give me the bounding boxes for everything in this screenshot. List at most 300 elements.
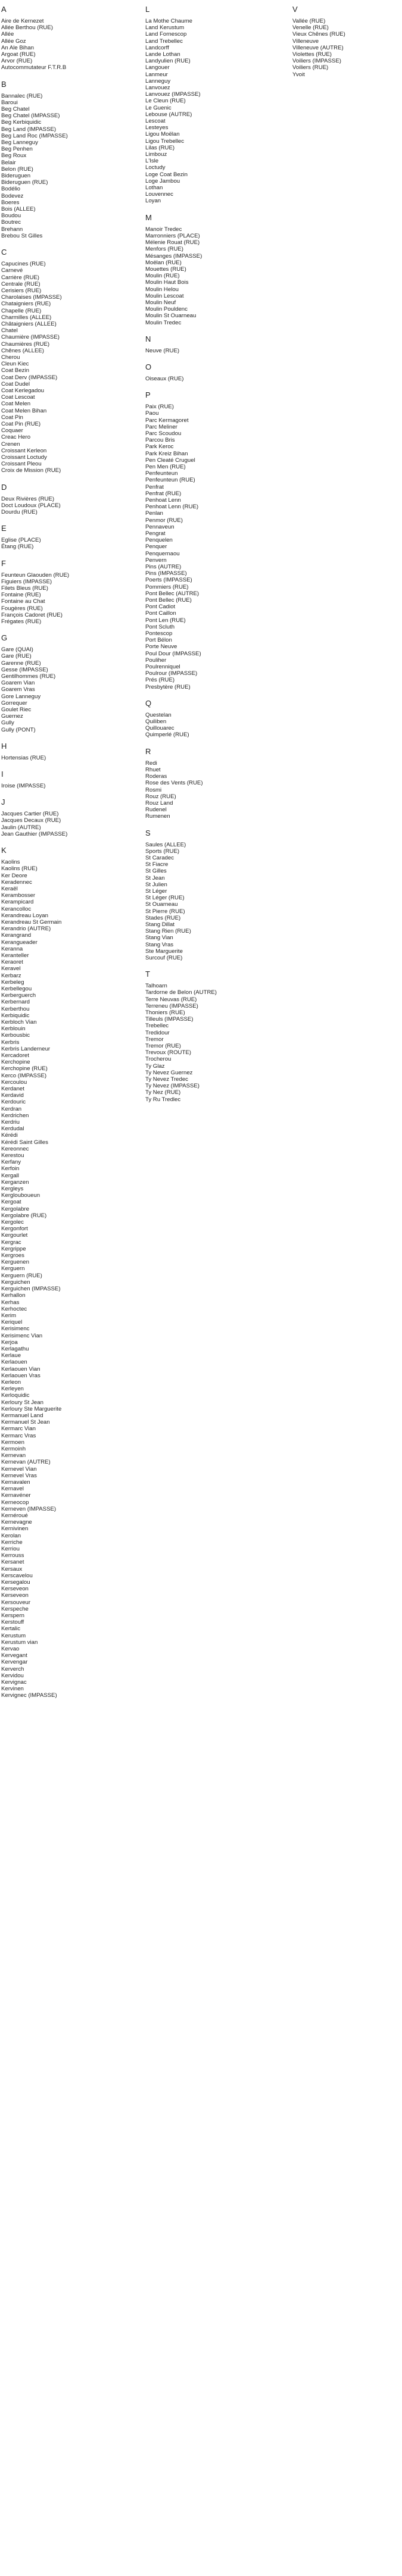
street-entry: Gesse (IMPASSE) [1,666,48,673]
street-entry: Aire de Kernezet [1,18,44,24]
street-entry: Kerbernard [1,999,30,1006]
street-entry: St Pierre (RUE) [145,908,185,915]
street-entry: Saules (ALLEE) [145,841,186,848]
street-entry: Presbytère (RUE) [145,683,191,690]
street-entry: Kerriche [1,1539,23,1546]
street-entry: Kerseveon [1,1592,29,1599]
section-letter-heading: T [145,970,150,979]
street-entry: Coat Dudel [1,380,30,387]
street-entry: Kerim [1,1312,17,1319]
street-entry: Kerglouboueun [1,1192,40,1199]
street-entry: Poulrour (IMPASSE) [145,670,198,677]
street-entry: Coat Pin [1,414,23,421]
street-entry: Kergolec [1,1219,24,1226]
street-entry: Fontaine (RUE) [1,592,41,599]
street-entry: Loge Jambou [145,177,180,185]
letter-section-p [145,390,273,690]
street-entry: Keradennec [1,879,32,886]
street-entry: Landyulien (RUE) [145,58,191,65]
letter-section-j [1,798,129,837]
street-entry: Kerleon [1,1378,21,1386]
street-entry: Rumenen [145,813,170,820]
street-entry: Voiliers (IMPASSE) [292,58,341,65]
street-entry: Ste Marguerite [145,948,183,955]
street-entry: Allée [1,31,14,38]
street-entry: Kercadoret [1,1052,29,1059]
street-entry: Prés (RUE) [145,677,175,684]
street-entry: Kerlaue [1,1352,21,1359]
street-entry: Kergourlet [1,1232,28,1239]
street-entry: Gully [1,720,14,727]
street-entry: Kerstouff [1,1619,24,1626]
street-entry: Ker Deore [1,872,27,879]
street-entry: Questelan [145,711,172,718]
section-letter-heading: Q [145,698,152,708]
section-letter-heading: N [145,334,151,343]
street-entry: Quillouarec [145,725,174,732]
street-entry: Lanvouez [145,85,170,92]
street-entry: Penquelen [145,537,173,544]
street-entry: Frégates (RUE) [1,618,42,626]
street-entry: Kerdriu [1,1119,20,1126]
street-entry: Ty Nevez (IMPASSE) [145,1083,200,1090]
street-entry: Kerguichen [1,1278,30,1286]
street-entry: Kersegalou [1,1579,30,1586]
street-entry: Cerisiers (RUE) [1,287,42,294]
street-entry: Rouz (RUE) [145,793,176,800]
street-entry: Rose des Vents (RUE) [145,780,203,787]
street-entry: Louvennec [145,191,173,198]
street-entry: Gore Lanneguy [1,693,41,700]
street-entry: Violettes (RUE) [292,51,332,58]
street-entry: Chatel [1,327,18,334]
street-entry: Eglise (PLACE) [1,537,41,544]
street-entry: Tremor [145,1036,164,1043]
street-entry: Brebou St Gilles [1,232,43,239]
section-letter-heading: R [145,746,151,756]
street-entry: Port Bélon [145,637,172,644]
section-letter-heading: K [1,846,7,855]
street-entry: Vieux Chênes (RUE) [292,31,345,38]
street-entry: Tilleuls (IMPASSE) [145,1016,194,1023]
street-entry: Arvor (RUE) [1,58,33,65]
street-entry: Moulin Haut Bois [145,279,189,286]
street-entry: Kaolins [1,859,20,866]
letter-section-o [145,362,273,382]
street-entry: Ty Nez (RUE) [145,1089,181,1096]
street-entry: Kernevan (AUTRE) [1,1459,51,1466]
street-entry: Feunteun Glaouden (RUE) [1,571,70,579]
street-entry: Kermanuel St Jean [1,1419,50,1426]
street-entry: Cleun Kiec [1,361,29,368]
letter-section-v [292,5,402,78]
street-entry: Kerloury St Jean [1,1399,43,1406]
street-entry: Poulrenniquel [145,664,180,671]
street-entry: Penhoat Lenn [145,496,181,504]
street-entry: Kervinen [1,1686,24,1693]
street-entry: Kervidou [1,1672,24,1679]
street-entry: Quiliben [145,718,167,726]
street-entry: Kerolan [1,1532,21,1539]
street-entry: Kerbris [1,1039,20,1046]
street-entry: Penmor (RUE) [145,517,183,524]
street-entry: Coat Melen Bihan [1,407,47,414]
street-entry: Lilas (RUE) [145,144,175,151]
street-entry: Beg Chatel [1,106,30,113]
street-entry: Marronniers (PLACE) [145,232,200,239]
street-entry: Kerdavid [1,1092,24,1099]
street-entry: Allée Goz [1,37,26,45]
street-entry: Kergolabre [1,1205,29,1212]
street-entry: Fougères (RUE) [1,605,43,612]
street-entry: Trevoux (ROUTE) [145,1049,191,1056]
street-entry: Pontescop [145,630,173,637]
street-entry: Kerspeche [1,1605,29,1612]
street-entry: Ligou Moëlan [145,131,180,138]
street-entry: Kerangueader [1,939,38,946]
street-entry: Kerrouss [1,1552,24,1559]
street-entry: Parc Meliner [145,423,177,430]
street-entry: Keranna [1,945,23,952]
street-entry: Langouer [145,64,170,71]
street-entry: Chapelle (RUE) [1,307,42,314]
street-entry: Kerestou [1,1152,24,1159]
street-entry: Croix de Mission (RUE) [1,467,61,474]
street-entry: Mésanges (IMPASSE) [145,252,202,260]
street-entry: Kernavéner [1,1492,31,1499]
street-entry: Argoat (RUE) [1,51,36,58]
street-entry: Charmilles (ALLEE) [1,314,52,321]
street-entry: Coquaer [1,427,23,434]
section-letter-heading: D [1,482,7,492]
street-entry: Gare (RUE) [1,653,32,660]
letter-section-g [1,633,129,733]
street-entry: Kerbarz [1,972,21,979]
street-entry: Kaolins (RUE) [1,865,38,873]
street-entry: Kerbiquidic [1,1012,30,1019]
street-entry: Le Cleun (RUE) [145,98,186,105]
street-entry: Park Kreiz Bihan [145,450,188,457]
street-entry: Gorrequer [1,699,27,706]
letter-section-m [145,213,273,326]
street-entry: Terreneu (IMPASSE) [145,1002,198,1009]
street-entry: Quimperlé (RUE) [145,731,189,739]
street-entry: Surcouf (RUE) [145,954,183,961]
street-entry: Kervegant [1,1652,27,1659]
street-entry: Kervignac [1,1679,27,1686]
street-entry: Kermarc Vras [1,1432,36,1439]
street-entry: Kermoinh [1,1445,26,1452]
street-entry: Penfrat [145,483,164,490]
street-entry: Pengrat [145,530,166,537]
letter-section-r [145,747,273,820]
street-entry: Coat Lescoat [1,394,35,401]
street-entry: Kerseveon [1,1586,29,1593]
street-entry: Bideruguen [1,173,31,180]
street-entry: St Julien [145,881,167,888]
section-letter-heading: O [145,362,152,371]
street-entry: Kerguichen (IMPASSE) [1,1286,61,1293]
street-entry: Kérédi [1,1132,18,1139]
street-entry: Moulin Neuf [145,299,176,306]
street-entry: Kerneocop [1,1499,29,1506]
street-entry: Kerguern (RUE) [1,1272,42,1279]
street-entry: François Cadoret (RUE) [1,611,63,618]
street-entry: Kerriou [1,1546,20,1553]
street-entry: Cherou [1,354,20,361]
street-entry: Loctudy [145,164,166,171]
street-entry: Land Trebellec [145,37,183,45]
street-entry: Doct Loudoux (PLACE) [1,502,61,509]
index-column-2 [145,5,273,1111]
section-letter-heading: I [1,770,4,779]
section-letter-heading: H [1,741,7,751]
section-letter-heading: F [1,558,6,568]
street-entry: Kerdran [1,1105,22,1112]
street-entry: Lande Lothan [145,51,180,58]
index-column-3 [292,5,402,86]
letter-section-c [1,248,129,474]
street-entry: St Fiacre [145,861,169,868]
street-entry: Lebouse (AUTRE) [145,111,192,118]
street-entry: Voiliers (RUE) [292,64,329,71]
section-letter-heading: C [1,248,7,257]
street-entry: Stang Dillat [145,921,175,928]
street-entry: Kerleyen [1,1386,24,1393]
street-entry: Gentilhommes (RUE) [1,673,56,680]
street-entry: Goulet Riec [1,706,32,714]
street-entry: Kerdanet [1,1086,24,1092]
street-entry: Vallée (RUE) [292,18,326,24]
street-entry: Kergoat [1,1199,21,1206]
street-entry: Loge Coat Bezin [145,171,188,178]
street-entry: Beg Roux [1,152,27,160]
street-entry: St Léger [145,887,167,895]
street-entry: Keranteller [1,952,29,959]
street-entry: Penquer [145,543,167,551]
street-entry: Lanneguy [145,77,171,85]
street-entry: Moulin Tredec [145,319,182,326]
street-entry: Rouz Land [145,799,173,806]
street-entry: Kerlaouen Vras [1,1372,40,1379]
street-entry: Paix (RUE) [145,404,174,411]
street-entry: Jaulin (AUTRE) [1,824,41,831]
street-entry: St Gilles [145,868,167,875]
street-entry: Coat Derv (IMPASSE) [1,374,58,381]
street-entry: Tremor (RUE) [145,1043,181,1049]
street-entry: Lothan [145,185,163,192]
street-entry: Rhuet [145,766,161,773]
street-entry: Beg Land Roc (IMPASSE) [1,132,68,139]
street-entry: Kernevel Vras [1,1472,37,1479]
street-entry: Jacques Decaux (RUE) [1,817,61,824]
street-entry: Kernivinen [1,1525,29,1533]
street-entry: Kervao [1,1646,20,1653]
section-letter-heading: B [1,79,7,89]
street-entry: Penfeunteun (RUE) [145,477,195,484]
street-entry: Trocherou [145,1056,172,1063]
letter-section-i [1,770,129,789]
street-entry: Croissant Loctudy [1,454,47,461]
street-entry: Kerancolloc [1,905,32,912]
street-entry: Coat Kerlegadou [1,387,45,394]
street-entry: Kerfoin [1,1165,20,1173]
street-entry: Talhoarn [145,983,167,990]
street-entry: Belon (RUE) [1,165,33,173]
street-entry: Kerbousbic [1,1032,30,1039]
street-entry: Land Kerustum [145,24,185,32]
street-entry: Garenne (RUE) [1,659,41,667]
street-entry: Baroui [1,99,18,106]
street-entry: Kérédi Saint Gilles [1,1139,48,1146]
street-entry: Kerloquidic [1,1392,30,1399]
street-entry: Kerlagathu [1,1345,29,1352]
street-entry: Bois (ALLEE) [1,206,36,213]
letter-section-b [1,80,129,239]
street-entry: Kerverch [1,1665,24,1672]
street-entry: Chataigniers (RUE) [1,301,51,308]
street-entry: Chênes (ALLEE) [1,347,44,354]
street-entry: Moulin Pouldenc [145,306,188,313]
street-entry: Pins (IMPASSE) [145,570,187,577]
street-entry: Charolaises (IMPASSE) [1,294,62,301]
street-entry: Kerampicard [1,899,34,906]
street-entry: Hortensias (RUE) [1,754,46,761]
street-entry: Lanmeur [145,71,168,78]
street-entry: La Mothe Chaume [145,18,192,24]
letter-section-l [145,5,273,205]
street-entry: Boutrec [1,219,21,226]
street-entry: Capucines (RUE) [1,261,46,268]
street-entry: St Léger (RUE) [145,895,185,902]
letter-section-a [1,5,129,71]
street-entry: Boeres [1,199,20,206]
street-entry: St Jean [145,874,165,881]
street-entry: Kerandrio (AUTRE) [1,926,51,933]
street-entry: Penlan [145,510,163,517]
street-entry: Coat Melen [1,401,31,408]
street-entry: Rosmi [145,786,162,793]
street-entry: Parc Scoudou [145,430,182,437]
street-entry: Pennaveun [145,523,174,530]
street-entry: Moulin Helou [145,286,179,293]
street-entry: Chaumières (RUE) [1,340,50,348]
section-letter-heading: P [145,390,151,400]
street-entry: Penvern [145,557,167,564]
street-entry: Beg Penhen [1,146,33,153]
street-entry: Loyan [145,198,161,205]
street-entry: Moulin (RUE) [145,273,180,280]
street-entry: Kermanuel Land [1,1412,43,1419]
street-entry: Kerloury Ste Marguerite [1,1405,62,1412]
street-entry: Pont Bellec (RUE) [145,597,192,604]
street-entry: Kercoulou [1,1078,27,1086]
street-entry: Pouliher [145,656,167,664]
street-entry: Pen Men (RUE) [145,463,186,470]
street-entry: Kerbloch Vian [1,1018,37,1026]
street-entry: Kermarc Vian [1,1425,36,1433]
street-entry: Villeneuve (AUTRE) [292,44,344,51]
street-entry: Beg Land (IMPASSE) [1,126,57,133]
street-entry: Coat Bezin [1,367,29,374]
street-entry: Redi [145,759,157,767]
street-entry: Kerlaouen [1,1359,27,1366]
street-entry: Kernavalen [1,1478,30,1486]
street-entry: Beg Lanneguy [1,139,38,146]
street-entry: Ty Ru Tredlec [145,1096,181,1103]
street-entry: Centrale (RUE) [1,280,40,287]
street-entry: Kerdudal [1,1126,24,1133]
letter-section-h [1,742,129,761]
street-entry: Kersaux [1,1565,23,1573]
street-entry: Kerandreau St Germain [1,918,62,926]
street-entry: Carrière (RUE) [1,274,39,281]
street-entry: Porte Neuve [145,643,177,651]
street-entry: Creac Hero [1,434,31,441]
street-entry: Kerbeleg [1,978,24,986]
letter-section-k [1,846,129,1699]
street-entry: Kerchopine (RUE) [1,1065,48,1073]
street-entry: Kergall [1,1172,19,1179]
street-entry: Keraël [1,885,18,892]
street-entry: Kergrippe [1,1245,26,1252]
section-letter-heading: L [145,5,150,14]
letter-section-f [1,559,129,626]
street-entry: Jacques Cartier (RUE) [1,811,59,818]
street-entry: St Caradec [145,854,174,861]
street-entry: Fontaine au Chat [1,598,45,605]
street-entry: Goarem Vian [1,680,35,687]
street-entry: Stang Vian [145,934,173,942]
street-entry: Oiseaux (RUE) [145,375,184,382]
street-entry: Kerhallon [1,1292,26,1299]
street-entry: Gare (QUAI) [1,646,33,654]
street-entry: Kerberguerch [1,992,36,999]
street-entry: Paou [145,410,159,417]
street-entry: Kereonnec [1,1145,29,1152]
street-entry: Croissant Kerleon [1,447,47,454]
street-entry: Moulin St Ouarneau [145,312,197,320]
street-entry: Tredidour [145,1029,170,1036]
street-entry: Parc Kermagoret [145,417,189,424]
street-entry: Le Guenic [145,104,172,111]
street-entry: Pont Len (RUE) [145,617,186,624]
section-letter-heading: S [145,828,151,837]
street-entry: Stang Rien (RUE) [145,928,191,935]
street-entry: Kerhas [1,1299,20,1306]
street-entry: Pont Cadiot [145,604,176,611]
letter-section-d [1,483,129,516]
letter-section-q [145,699,273,739]
street-entry: Ligou Trebellec [145,137,185,145]
street-entry: Kerco (IMPASSE) [1,1072,47,1079]
letter-section-e [1,524,129,550]
street-entry: Kerspern [1,1612,24,1620]
street-entry: Roderas [145,773,167,780]
street-entry: Kergolabre (RUE) [1,1212,47,1219]
street-entry: Mélenie Rouat (RUE) [145,239,200,246]
street-entry: Kerandreau Loyan [1,912,48,919]
street-entry: Iroise (IMPASSE) [1,783,46,790]
street-entry: Kerblouin [1,1026,26,1033]
street-entry: An Ale Bihan [1,44,34,51]
street-entry: Trebellec [145,1023,169,1030]
street-entry: Mouettes (RUE) [145,265,186,273]
street-entry: Kerambosser [1,892,36,899]
street-entry: Kergonfort [1,1226,28,1233]
street-entry: Croissant Pleou [1,461,42,468]
section-letter-heading: A [1,5,7,14]
